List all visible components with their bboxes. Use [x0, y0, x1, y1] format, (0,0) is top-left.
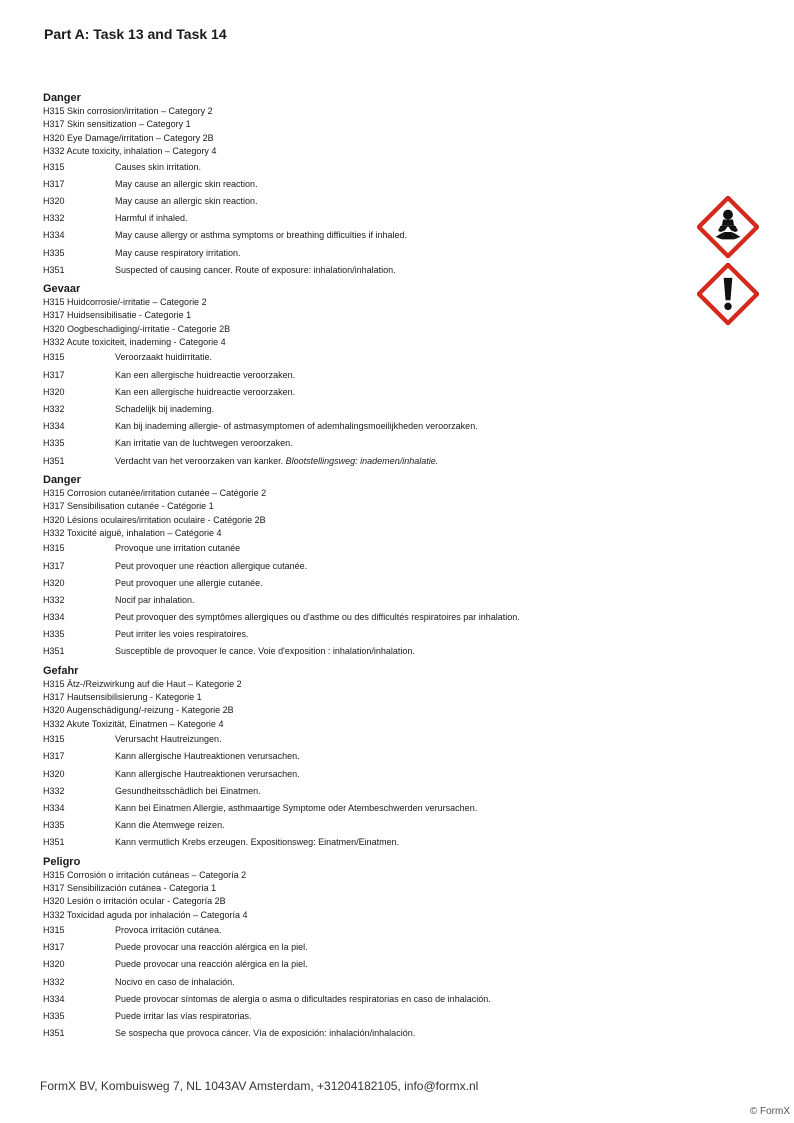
- statement-text: Provoca irritación cutánea.: [115, 925, 222, 936]
- statement-text: Schadelijk bij inademing.: [115, 404, 215, 414]
- statement-code: H315: [43, 161, 65, 172]
- hazard-statement: [43, 159, 683, 176]
- statement-code: H334: [43, 993, 65, 1004]
- statement-code: H351: [43, 837, 65, 848]
- statement-text: Kan een allergische huidreactie veroorzaken.: [115, 369, 296, 380]
- hazard-statement: [43, 609, 683, 626]
- hazard-class: H315 Skin corrosion/irritation – Category 2: [43, 106, 213, 116]
- statement-text: Puede provocar una reacción alérgica en la piel.: [115, 959, 308, 970]
- hazard-class: H332 Akute Toxizität, Einatmen – Kategorie 4: [43, 718, 224, 729]
- statement-code: H320: [43, 195, 65, 206]
- section-title: Peligro: [43, 855, 81, 868]
- hazard-statement: [43, 626, 683, 643]
- statement-code: H334: [43, 802, 65, 813]
- statement-code: H320: [43, 577, 65, 588]
- statement-code: H332: [43, 594, 65, 605]
- statement-code: H315: [43, 543, 65, 554]
- statement-text: Gesundheitsschädlich bei Einatmen.: [115, 785, 261, 796]
- hazard-statement: [43, 991, 683, 1008]
- statement-text: Kann vermutlich Krebs erzeugen. Expositionsweg: Einatmen/Einatmen.: [115, 837, 400, 848]
- hazard-statement: [43, 418, 683, 435]
- hazard-statement: [43, 193, 683, 210]
- statement-code: H332: [43, 404, 65, 414]
- statement-text: Kann allergische Hautreaktionen verursachen.: [115, 751, 300, 762]
- hazard-statement: [43, 643, 683, 660]
- statement-code: H317: [43, 942, 65, 953]
- statement-code: H332: [43, 213, 65, 224]
- hazard-class: H332 Toxicidad aguda por inhalación – Categoría 4: [43, 909, 248, 920]
- statement-text: Puede provocar síntomas de alergia o asma o dificultades respiratorias en caso de inhalación.: [115, 993, 491, 1004]
- hazard-class: H320 Oogbeschadiging/-irritatie - Categorie 2B: [43, 323, 231, 334]
- hazard-statement: [43, 435, 683, 452]
- statement-text: Peut provoquer des symptômes allergiques ou d'asthme ou des difficultés respiratoires par inhalation.: [115, 612, 520, 623]
- hazard-statement: [43, 922, 683, 939]
- hazard-class: H315 Corrosión o irritación cutáneas – Categoría 2: [43, 869, 247, 880]
- hazard-statement: [43, 1025, 683, 1042]
- hazard-class: H315 Corrosion cutanée/irritation cutanée – Catégorie 2: [43, 487, 267, 498]
- statement-code: H335: [43, 629, 65, 640]
- statement-text: Nocivo en caso de inhalación.: [115, 976, 235, 987]
- section-english: [43, 91, 683, 279]
- hazard-statement: [43, 262, 683, 279]
- statement-text: May cause respiratory irritation.: [115, 247, 241, 258]
- statement-text: Veroorzaakt huidirritatie.: [115, 352, 213, 363]
- statement-text: Causes skin irritation.: [115, 161, 202, 172]
- statement-text: May cause an allergic skin reaction.: [115, 195, 258, 206]
- hazard-sections: [43, 88, 683, 1042]
- hazard-statement: [43, 453, 683, 470]
- statement-code: H317: [43, 178, 65, 189]
- statement-code: H334: [43, 612, 65, 623]
- statement-code: H351: [43, 455, 65, 466]
- statement-code: H317: [43, 751, 65, 762]
- hazard-statement: [43, 367, 683, 384]
- hazard-statement: [43, 401, 683, 418]
- page-title: Part A: Task 13 and Task 14: [44, 26, 227, 42]
- statement-text: Peut irriter les voies respiratoires.: [115, 629, 249, 640]
- statement-text: Kan irritatie van de luchtwegen veroorzaken.: [115, 438, 293, 449]
- statement-code: H335: [43, 438, 65, 449]
- statement-code: H332: [43, 785, 65, 796]
- hazard-class: H315 Huidcorrosie/-irritatie – Categorie 2: [43, 296, 207, 307]
- hazard-statement: [43, 766, 683, 783]
- statement-code: H315: [43, 352, 65, 363]
- statement-text: Susceptible de provoquer le cance. Voie d'exposition : inhalation/inhalation.: [115, 646, 415, 657]
- hazard-statement: [43, 939, 683, 956]
- statement-code: H335: [43, 247, 65, 258]
- hazard-statement: [43, 540, 683, 557]
- hazard-class: H317 Skin sensitization – Category 1: [43, 119, 191, 130]
- statement-text: [115, 453, 438, 470]
- section-title: Gevaar: [43, 282, 81, 295]
- statement-text: Kan een allergische huidreactie veroorzaken.: [115, 386, 296, 397]
- section-title: Gefahr: [43, 664, 79, 677]
- statement-text: Kan bij inademing allergie- of astmasymptomen of ademhalingsmoeilijkheden veroorzaken.: [115, 421, 478, 432]
- health-hazard-icon: [697, 196, 759, 258]
- hazard-class: H317 Huidsensibilisatie - Categorie 1: [43, 310, 192, 321]
- hazard-class: H315 Ätz-/Reizwirkung auf die Haut – Kategorie 2: [43, 678, 242, 689]
- statement-code: H332: [43, 976, 65, 987]
- section-dutch: [43, 282, 683, 470]
- statement-code: H351: [43, 264, 65, 275]
- hazard-class: H317 Sensibilisation cutanée - Catégorie 1: [43, 501, 214, 512]
- statement-code: H351: [43, 1028, 65, 1039]
- footer-contact: FormX BV, Kombuisweg 7, NL 1043AV Amsterdam, +31204182105, info@formx.nl: [40, 1079, 479, 1093]
- section-german: [43, 664, 683, 852]
- statement-text: Puede provocar una reacción alérgica en la piel.: [115, 942, 308, 953]
- statement-text: Provoque une irritation cutanée: [115, 543, 241, 554]
- hazard-class: H317 Hautsensibilisierung - Kategorie 1: [43, 692, 202, 703]
- hazard-class: H332 Acute toxicity, inhalation – Category 4: [43, 146, 217, 157]
- statement-text: Nocif par inhalation.: [115, 594, 195, 605]
- hazard-statement: [43, 210, 683, 227]
- statement-code: H351: [43, 646, 65, 657]
- hazard-statement: [43, 349, 683, 366]
- hazard-statement: [43, 575, 683, 592]
- statement-text: Suspected of causing cancer. Route of exposure: inhalation/inhalation.: [115, 264, 396, 275]
- hazard-class: H320 Augenschädigung/-reizung - Kategorie 2B: [43, 705, 234, 716]
- section-french: [43, 473, 683, 661]
- hazard-statement: [43, 817, 683, 834]
- hazard-class: H332 Toxicité aiguë, inhalation – Catégorie 4: [43, 527, 222, 538]
- statement-code: H317: [43, 369, 65, 380]
- statement-code: H334: [43, 230, 65, 241]
- hazard-statement: [43, 974, 683, 991]
- hazard-class: H320 Lésions oculaires/irritation oculaire - Catégorie 2B: [43, 514, 266, 525]
- hazard-statement: [43, 800, 683, 817]
- statement-exposure-route: Blootstellingsweg: inademen/inhalatie.: [285, 455, 439, 466]
- statement-text: Peut provoquer une réaction allergique cutanée.: [115, 560, 308, 571]
- hazard-statement: [43, 245, 683, 262]
- statement-code: H317: [43, 560, 65, 571]
- section-title: Danger: [43, 473, 81, 486]
- statement-main: Verdacht van het veroorzaken van kanker.: [115, 455, 284, 466]
- statement-code: H334: [43, 421, 65, 432]
- statement-text: Peut provoquer une allergie cutanée.: [115, 577, 263, 588]
- statement-text: Verursacht Hautreizungen.: [115, 734, 222, 745]
- statement-text: Kann allergische Hautreaktionen verursachen.: [115, 768, 300, 779]
- statement-code: H315: [43, 925, 65, 936]
- statement-code: H315: [43, 734, 65, 745]
- statement-text: May cause allergy or asthma symptoms or breathing difficulties if inhaled.: [115, 230, 407, 241]
- hazard-class: H332 Acute toxiciteit, inademing - Categorie 4: [43, 337, 226, 348]
- statement-text: May cause an allergic skin reaction.: [115, 178, 258, 189]
- hazard-statement: [43, 558, 683, 575]
- statement-text: Kann die Atemwege reizen.: [115, 820, 225, 831]
- exclamation-mark-icon: [697, 263, 759, 325]
- hazard-class: H320 Lesión o irritación ocular - Categoría 2B: [43, 896, 226, 907]
- hazard-statement: [43, 783, 683, 800]
- section-spanish: [43, 855, 683, 1043]
- hazard-class: H317 Sensibilización cutánea - Categoría 1: [43, 882, 217, 893]
- hazard-statement: [43, 384, 683, 401]
- statement-text: Se sospecha que provoca cáncer. Vía de exposición: inhalación/inhalación.: [115, 1028, 416, 1039]
- statement-code: H335: [43, 820, 65, 831]
- hazard-statement: [43, 748, 683, 765]
- statement-code: H320: [43, 959, 65, 970]
- hazard-statement: [43, 834, 683, 851]
- hazard-statement: [43, 1008, 683, 1025]
- hazard-statement: [43, 176, 683, 193]
- section-title: Danger: [43, 92, 81, 104]
- hazard-statement: [43, 731, 683, 748]
- statement-code: H320: [43, 768, 65, 779]
- statement-text: Kann bei Einatmen Allergie, asthmaartige Symptome oder Atembeschwerden verursachen.: [115, 802, 478, 813]
- hazard-statement: [43, 592, 683, 609]
- hazard-statement: [43, 227, 683, 244]
- statement-code: H335: [43, 1011, 65, 1021]
- statement-text: Harmful if inhaled.: [115, 213, 188, 224]
- statement-code: H320: [43, 386, 65, 397]
- statement-text: Puede irritar las vías respiratorias.: [115, 1011, 252, 1021]
- hazard-statement: [43, 956, 683, 973]
- hazard-class: H320 Eye Damage/irritation – Category 2B: [43, 132, 214, 143]
- copyright: © FormX: [749, 1106, 790, 1117]
